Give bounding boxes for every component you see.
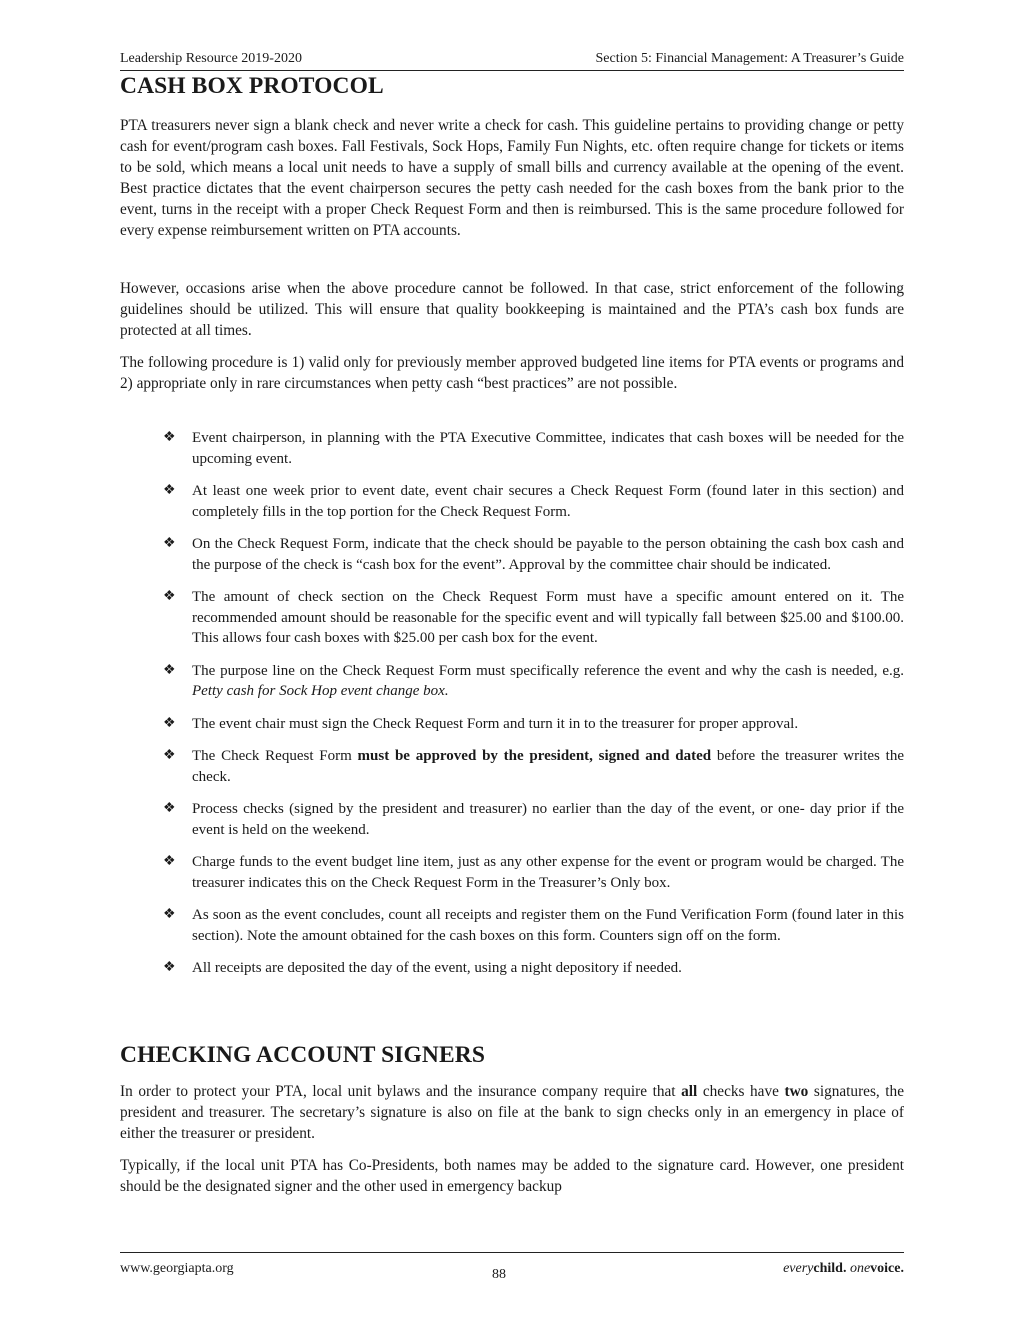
- emphasis-two: two: [784, 1083, 809, 1100]
- diamond-bullet-icon: ❖: [163, 907, 176, 922]
- paragraph-text: signatures, the president and treasurer. The secretary’s signature is also on file at the bank to sign checks only in an emergency in place of either the treasurer or president.: [120, 1083, 904, 1142]
- diamond-bullet-icon: ❖: [163, 536, 176, 551]
- procedure-list: [156, 428, 904, 979]
- page-header: [120, 50, 904, 71]
- list-item: [156, 661, 904, 702]
- list-item-text: All receipts are deposited the day of the event, using a night depository if needed.: [192, 960, 682, 976]
- list-item-text: Process checks (signed by the president and treasurer) no earlier than the day of the event, or one- day prior if the event is held on the weekend.: [192, 801, 904, 838]
- diamond-bullet-icon: ❖: [163, 715, 176, 731]
- list-item: [156, 905, 904, 946]
- list-item: [156, 799, 904, 840]
- footer-tagline: [783, 1261, 904, 1277]
- list-item-text-tail: before the treasurer writes the check.: [192, 748, 904, 785]
- list-item-text: As soon as the event concludes, count all receipts and register them on the Fund Verification Form (found later in this section). Note the amount obtained for the cash boxes on this form. Counters sign off on the form.: [192, 907, 904, 944]
- page-footer: [120, 1252, 904, 1282]
- page-number: 88: [492, 1267, 506, 1282]
- list-item-text: The amount of check section on the Check Request Form must have a specific amount entered on it. The recommended amount should be reasonable for the specific event and will typically fall between $25.00 and $100.00. This allows four cash boxes with $25.00 per cash box for the event.: [192, 589, 904, 646]
- list-item-bold-text: must be approved by the president, signed and dated: [357, 748, 712, 764]
- diamond-bullet-icon: ❖: [163, 430, 176, 445]
- footer-website-link[interactable]: www.georgiapta.org: [120, 1261, 234, 1276]
- list-item-text: The event chair must sign the Check Request Form and turn it in to the treasurer for proper approval.: [192, 715, 799, 732]
- header-right: Section 5: Financial Management: A Treasurer’s Guide: [595, 51, 904, 66]
- paragraph-signatures: [120, 1081, 904, 1144]
- paragraph-text: In order to protect your PTA, local unit bylaws and the insurance company require that: [120, 1083, 676, 1100]
- emphasis-all: all: [681, 1083, 698, 1100]
- list-item: [156, 428, 904, 469]
- list-item-text: On the Check Request Form, indicate that the check should be payable to the person obtaining the cash box cash and the purpose of the check is “cash box for the event”. Approval by the committee chair should be indicated.: [192, 536, 904, 573]
- diamond-bullet-icon: ❖: [163, 748, 176, 763]
- header-left: Leadership Resource 2019-2020: [120, 51, 302, 66]
- list-item: [156, 746, 904, 787]
- list-item: [156, 714, 904, 735]
- list-item-text: The purpose line on the Check Request Form must specifically reference the event and why the cash is needed, e.g.: [192, 662, 904, 679]
- list-item-text: Event chairperson, in planning with the PTA Executive Committee, indicates that cash boxes will be needed for the upcoming event.: [192, 430, 904, 467]
- tagline-one: one: [849, 1261, 871, 1276]
- list-item-text: The Check Request Form: [192, 748, 352, 764]
- diamond-bullet-icon: ❖: [163, 483, 176, 498]
- section-heading-account-signers: CHECKING ACCOUNT SIGNERS: [120, 1042, 485, 1068]
- diamond-bullet-icon: ❖: [163, 854, 176, 869]
- diamond-bullet-icon: ❖: [163, 662, 176, 678]
- paragraph-intro: PTA treasurers never sign a blank check and never write a check for cash. This guideline pertains to providing change or petty cash for event/program cash boxes. Fall Festivals, Sock Hops, Family Fun Nights, etc. often require change for tickets or items to be sold, which means a local unit needs to have a supply of small bills and currency available at the opening of the event. Best practice dictates that the event chairperson secures the petty cash needed for the cash boxes from the bank prior to the event, turns in the receipt with a proper Check Request Form and then is reimbursed. This is the same procedure followed for every expense reimbursement written on PTA accounts.: [120, 117, 904, 239]
- list-item-text: Charge funds to the event budget line item, just as any other expense for the event or program would be charged. The treasurer indicates this on the Check Request Form in the Treasurer’s Only box.: [192, 854, 904, 891]
- paragraph-occasions: However, occasions arise when the above procedure cannot be followed. In that case, strict enforcement of the following guidelines should be utilized. This will ensure that quality bookkeeping is maintained and the PTA’s cash box funds are protected at all times.: [120, 280, 904, 339]
- tagline-every: every: [783, 1261, 814, 1276]
- diamond-bullet-icon: ❖: [163, 960, 176, 975]
- list-item: [156, 958, 904, 979]
- list-item: [156, 587, 904, 649]
- paragraph-co-presidents: Typically, if the local unit PTA has Co-Presidents, both names may be added to the signature card. However, one president should be the designated signer and the other used in emergency backup: [120, 1157, 904, 1195]
- list-item: [156, 534, 904, 575]
- list-item: [156, 852, 904, 893]
- tagline-child: child.: [813, 1261, 847, 1276]
- diamond-bullet-icon: ❖: [163, 589, 176, 604]
- list-item-text: At least one week prior to event date, event chair secures a Check Request Form (found later in this section) and completely fills in the top portion for the Check Request Form.: [192, 483, 904, 520]
- section-heading-cash-box: CASH BOX PROTOCOL: [120, 73, 384, 99]
- list-item-italic-example: Petty cash for Sock Hop event change box.: [192, 683, 449, 699]
- diamond-bullet-icon: ❖: [163, 801, 176, 816]
- paragraph-procedure: The following procedure is 1) valid only for previously member approved budgeted line items for PTA events or programs and 2) appropriate only in rare circumstances when petty cash “best practices” are not possible.: [120, 354, 904, 392]
- list-item: [156, 481, 904, 522]
- tagline-voice: voice.: [870, 1261, 904, 1276]
- paragraph-text: checks have: [702, 1083, 779, 1100]
